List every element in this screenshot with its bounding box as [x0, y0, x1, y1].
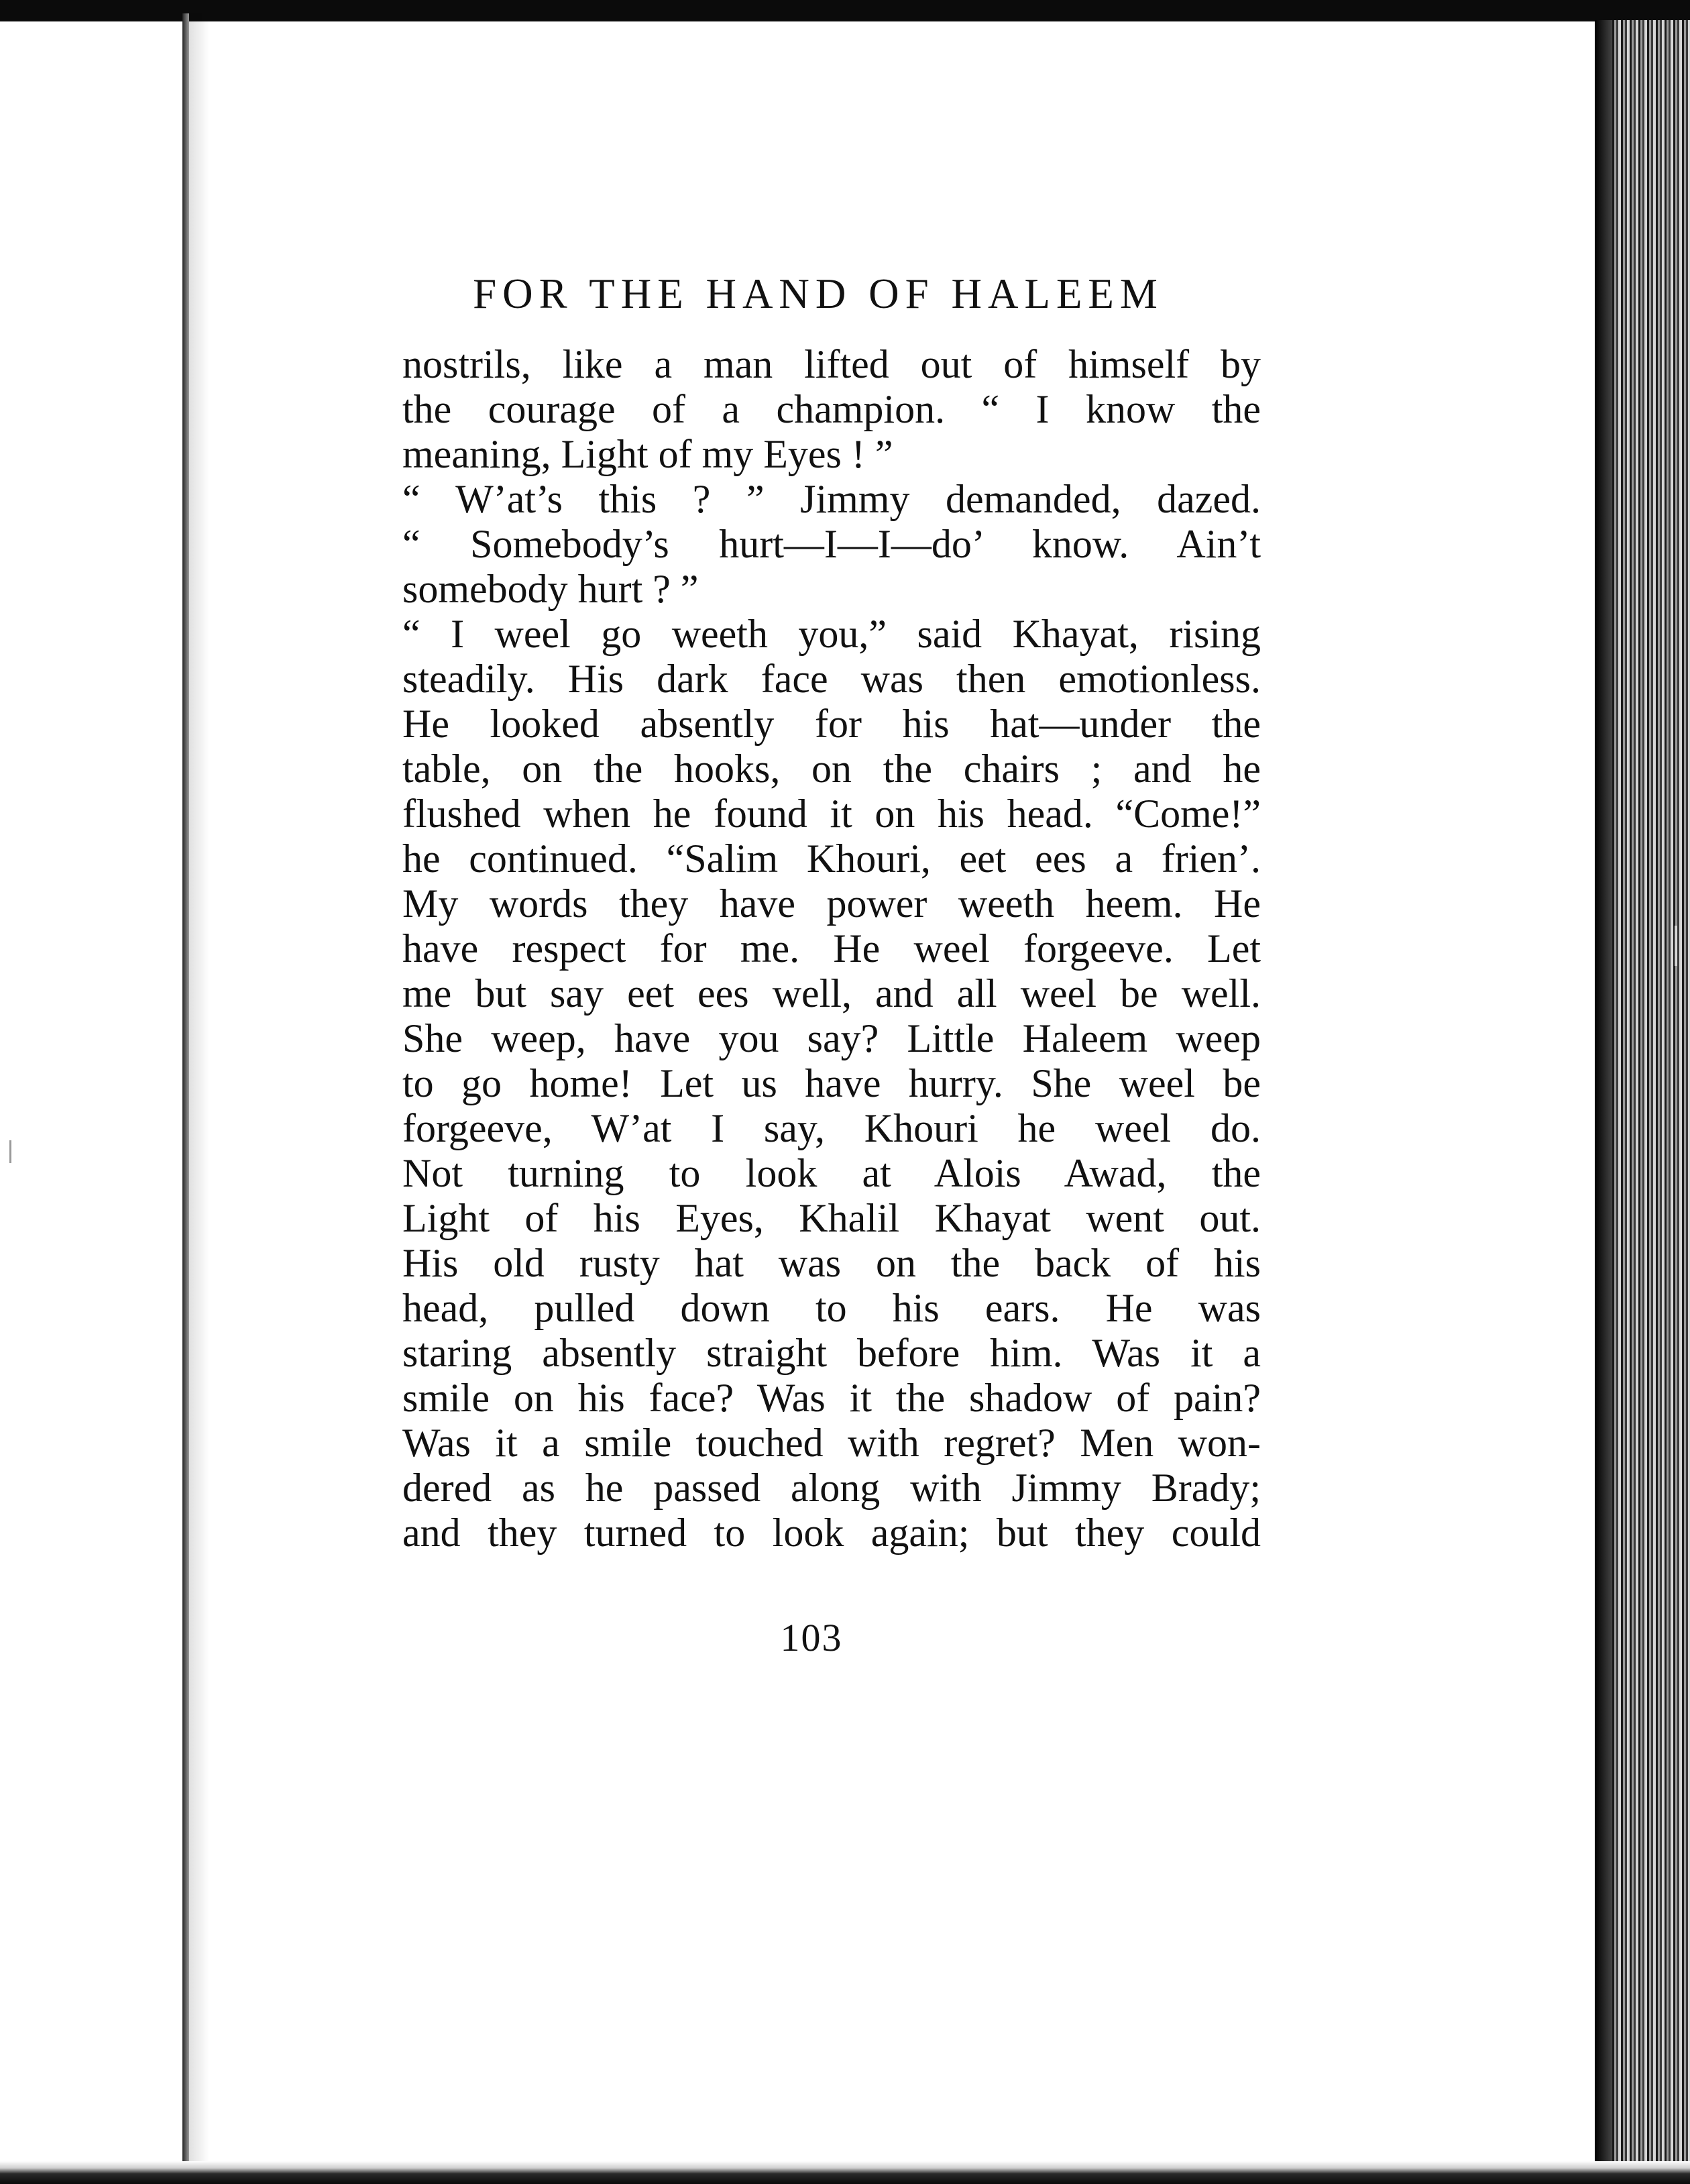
text-line: meaning, Light of my Eyes ! ” — [402, 432, 893, 476]
text-line: “ W’at’s this ? ” Jimmy demanded, dazed. — [402, 477, 1261, 521]
body-text — [402, 342, 1261, 1555]
text-line: He looked absently for his hat—under the — [402, 702, 1261, 746]
text-line: forgeeve, W’at I say, Khouri he weel do. — [402, 1106, 1261, 1150]
text-line: to go home! Let us have hurry. She weel be — [402, 1061, 1261, 1105]
text-line: staring absently straight before him. Was it a — [402, 1331, 1261, 1375]
running-head: FOR THE HAND OF HALEEM — [473, 270, 1164, 317]
text-line: me but say eet ees well, and all weel be well. — [402, 971, 1261, 1016]
text-line: head, pulled down to his ears. He was — [402, 1286, 1261, 1330]
scan-top-border — [0, 0, 1690, 21]
text-line: somebody hurt ? ” — [402, 567, 699, 611]
text-line: steadily. His dark face was then emotionless. — [402, 657, 1261, 701]
text-line: the courage of a champion. “ I know the — [402, 387, 1261, 431]
scan-bottom-border — [0, 2161, 1690, 2184]
page-fore-edge-shadow — [1595, 20, 1612, 2167]
text-line: smile on his face? Was it the shadow of pain? — [402, 1376, 1261, 1420]
text-line: table, on the hooks, on the chairs ; and he — [402, 747, 1261, 791]
gutter-shadow — [189, 13, 209, 2167]
text-line: have respect for me. He weel forgeeve. Let — [402, 926, 1261, 971]
page-number: 103 — [780, 1616, 843, 1659]
text-line: dered as he passed along with Jimmy Brady; — [402, 1466, 1261, 1510]
text-line: and they turned to look again; but they could — [402, 1511, 1261, 1555]
text-line: he continued. “Salim Khouri, eet ees a frien’. — [402, 836, 1261, 881]
text-line: Was it a smile touched with regret? Men won- — [402, 1421, 1261, 1465]
text-line: My words they have power weeth heem. He — [402, 881, 1261, 926]
text-line: His old rusty hat was on the back of his — [402, 1241, 1261, 1285]
book-gutter — [182, 13, 189, 2167]
text-line: Light of his Eyes, Khalil Khayat went out. — [402, 1196, 1261, 1240]
edge-highlight — [1675, 926, 1677, 966]
text-line: nostrils, like a man lifted out of himself by — [402, 342, 1261, 386]
text-line: “ I weel go weeth you,” said Khayat, rising — [402, 612, 1261, 656]
margin-mark — [9, 1140, 11, 1163]
text-line: She weep, have you say? Little Haleem weep — [402, 1016, 1261, 1060]
text-line: “ Somebody’s hurt—I—I—do’ know. Ain’t — [402, 522, 1261, 566]
text-line: flushed when he found it on his head. “Come!” — [402, 791, 1261, 836]
text-line: Not turning to look at Alois Awad, the — [402, 1151, 1261, 1195]
